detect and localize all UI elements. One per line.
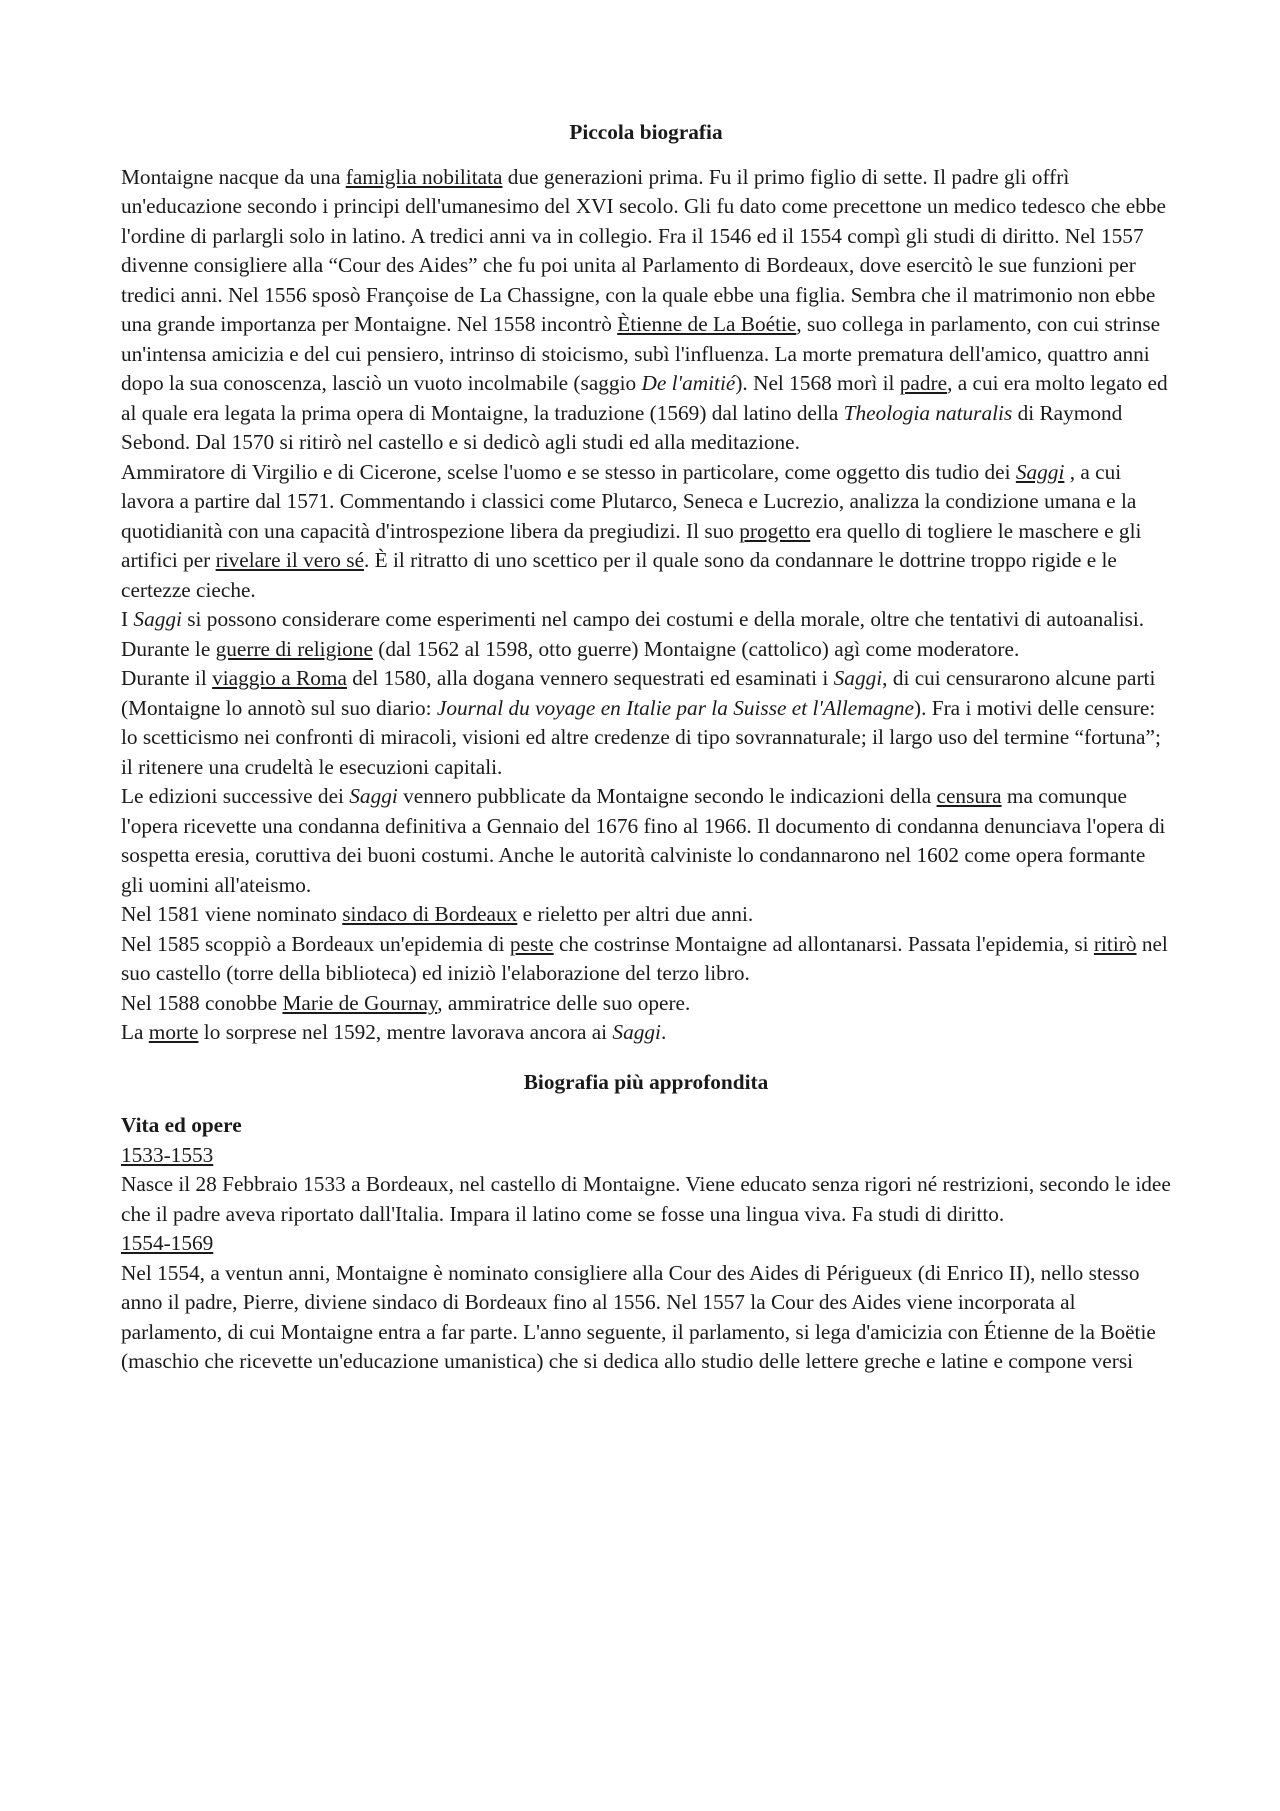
paragraph-edizioni xyxy=(121,782,1171,900)
text-run: del 1580, alla dogana vennero sequestrati ed esaminati i xyxy=(346,666,834,690)
italic-title: Saggi xyxy=(133,607,182,631)
paragraph-intro xyxy=(121,163,1171,458)
italic-title: De l'amitié xyxy=(641,371,736,395)
text-run: di Raymond Sebond. Dal 1570 si ritirò nel castello e si dedicò agli studi ed alla meditazione. xyxy=(121,400,1123,454)
text-run: La xyxy=(121,1020,149,1044)
text-run: ). Nel 1568 morì il xyxy=(735,371,900,395)
paragraph-peste xyxy=(121,930,1171,989)
underlined-term: viaggio a Roma xyxy=(212,666,347,690)
text-run: era quello di togliere le maschere e gli artifici per xyxy=(121,518,1142,572)
underlined-term: Saggi xyxy=(1015,459,1065,484)
underlined-term: famiglia nobilitata xyxy=(345,164,503,189)
text-run: Montaigne nacque da una xyxy=(121,164,346,189)
underlined-term: ritirò xyxy=(1093,931,1137,956)
underlined-term: progetto xyxy=(739,518,811,543)
text-run: . È il ritratto di uno scettico per il quale sono da condannare le dottrine troppo rigide e le certezze cieche. xyxy=(121,548,1117,602)
text-run: nel suo castello (torre della biblioteca) ed iniziò l'elaborazione del terzo libro. xyxy=(121,931,1168,985)
paragraph-morte xyxy=(121,1018,1171,1048)
text-run: , di cui censurarono alcune parti (Montaigne lo annotò sul suo diario: xyxy=(121,666,1156,720)
text-run: , a cui lavora a partire dal 1571. Commentando i classici come Plutarco, Seneca e Lucrezio, analizza la condizione umana e la quotidianità con una capacità d'introspezione libera da pregiudizi. Il suo xyxy=(121,459,1137,543)
text-run: vennero pubblicate da Montaigne secondo le indicazioni della xyxy=(397,784,937,808)
text-run: , suo collega in parlamento, con cui strinse un'intensa amicizia e del cui pensiero, intrinso di stoicismo, subì l'influenza. La morte prematura dell'amico, quattro anni dopo la sua conoscenza, lasciò un vuoto incolmabile (saggio xyxy=(121,312,1161,395)
text-run: lo sorprese nel 1592, mentre lavorava ancora ai xyxy=(198,1020,613,1044)
paragraph-1533-1553: Nasce il 28 Febbraio 1533 a Bordeaux, nel castello di Montaigne. Viene educato senza rigori né restrizioni, secondo le idee che il padre aveva riportato dall'Italia. Impara il latino come se fosse una lingua viva. Fa studi di diritto. xyxy=(121,1172,1171,1226)
italic-title: Saggi xyxy=(349,784,398,808)
italic-title: Saggi xyxy=(833,666,883,690)
text-run: Nel 1588 conobbe xyxy=(121,990,283,1015)
text-run: , ammiratrice delle suo opere. xyxy=(437,990,691,1015)
underlined-term: peste xyxy=(509,931,554,956)
text-run: (dal 1562 al 1598, otto guerre) Montaigne (cattolico) agì come moderatore. xyxy=(372,636,1020,661)
document-body xyxy=(121,118,1171,1377)
underlined-term: rivelare il vero sé xyxy=(215,548,365,572)
text-run: Durante il xyxy=(121,666,213,690)
paragraph-saggi xyxy=(121,458,1171,606)
text-run: I xyxy=(121,607,134,631)
paragraph-sindaco xyxy=(121,900,1171,930)
text-run: e rieletto per altri due anni. xyxy=(517,902,754,926)
italic-title: Journal du voyage en Italie par la Suisse et l'Allemagne xyxy=(436,695,914,720)
year-range-1554-1569: 1554-1569 xyxy=(121,1231,214,1255)
italic-title: Saggi xyxy=(612,1020,661,1044)
paragraph-esperimenti xyxy=(121,605,1171,635)
underlined-term: guerre di religione xyxy=(215,636,373,661)
year-range-1533-1553: 1533-1553 xyxy=(121,1142,214,1167)
text-run: . xyxy=(660,1020,667,1044)
text-run: ). Fra i motivi delle censure: lo scetticismo nei confronti di miracoli, visioni ed altre credenze di tipo sovrannaturale; il largo uso del termine “fortuna”; il ritenere una crudeltà le esecuzioni capitali. xyxy=(121,695,1161,779)
underlined-term: Marie de Gournay xyxy=(282,990,438,1015)
underlined-term: padre xyxy=(899,371,948,395)
text-run: Ammiratore di Virgilio e di Cicerone, scelse l'uomo e se stesso in particolare, come oggetto dis tudio dei xyxy=(121,459,1016,484)
underlined-term: Ètienne de La Boétie xyxy=(617,312,797,336)
underlined-term: morte xyxy=(148,1020,199,1044)
text-run: Le edizioni successive dei xyxy=(121,784,350,808)
underlined-term: sindaco di Bordeaux xyxy=(342,902,518,926)
heading-vita-ed-opere: Vita ed opere xyxy=(121,1113,242,1137)
title-piccola-biografia: Piccola biografia xyxy=(569,120,723,144)
italic-title: Theologia naturalis xyxy=(843,400,1013,425)
paragraph-viaggio xyxy=(121,664,1171,782)
text-run: Durante le xyxy=(121,636,216,661)
title-biografia-approfondita: Biografia più approfondita xyxy=(523,1069,769,1094)
text-run: che costrinse Montaigne ad allontanarsi. Passata l'epidemia, si xyxy=(553,931,1094,956)
paragraph-gournay xyxy=(121,989,1171,1019)
underlined-term: censura xyxy=(936,784,1002,808)
text-run: due generazioni prima. Fu il primo figlio di sette. Il padre gli offrì un'educazione secondo i principi dell'umanesimo del XVI secolo. Gli fu dato come precettone un medico tedesco che ebbe l'ordine di parlargli solo in latino. A tredici anni va in collegio. Fra il 1546 ed il 1554 compì gli studi di diritto. Nel 1557 divenne consigliere alla “Cour des Aides” che fu poi unita al Parlamento di Bordeaux, dove esercitò le sue funzioni per tredici anni. Nel 1556 sposò Françoise de La Chassigne, con la quale ebbe una figlia. Sembra che il matrimonio non ebbe una grande importanza per Montaigne. Nel 1558 incontrò xyxy=(121,164,1166,336)
text-run: ma comunque l'opera ricevette una condanna definitiva a Gennaio del 1676 fino al 1966. Il documento di condanna denunciava l'opera di sospetta eresia, coruttiva dei buoni costumi. Anche le autorità calviniste lo condannarono nel 1602 come opera formante gli uomini all'ateismo. xyxy=(121,784,1166,897)
text-run: Nel 1585 scoppiò a Bordeaux un'epidemia di xyxy=(121,931,510,956)
text-run: si possono considerare come esperimenti nel campo dei costumi e della morale, oltre che tentativi di autoanalisi. xyxy=(181,607,1145,631)
text-run: , a cui era molto legato ed al quale era legata la prima opera di Montaigne, la traduzione (1569) dal latino della xyxy=(121,371,1168,425)
paragraph-guerre xyxy=(121,635,1171,665)
paragraph-1554-1569: Nel 1554, a ventun anni, Montaigne è nominato consigliere alla Cour des Aides di Périgueux (di Enrico II), nello stesso anno il padre, Pierre, diviene sindaco di Bordeaux fino al 1556. Nel 1557 la Cour des Aides viene incorporata al parlamento, di cui Montaigne entra a far parte. L'anno seguente, il parlamento, si lega d'amicizia con Étienne de la Boëtie (maschio che ricevette un'educazione umanistica) che si dedica allo studio delle lettere greche e latine e compone versi xyxy=(121,1260,1156,1373)
text-run: Nel 1581 viene nominato xyxy=(121,902,343,926)
